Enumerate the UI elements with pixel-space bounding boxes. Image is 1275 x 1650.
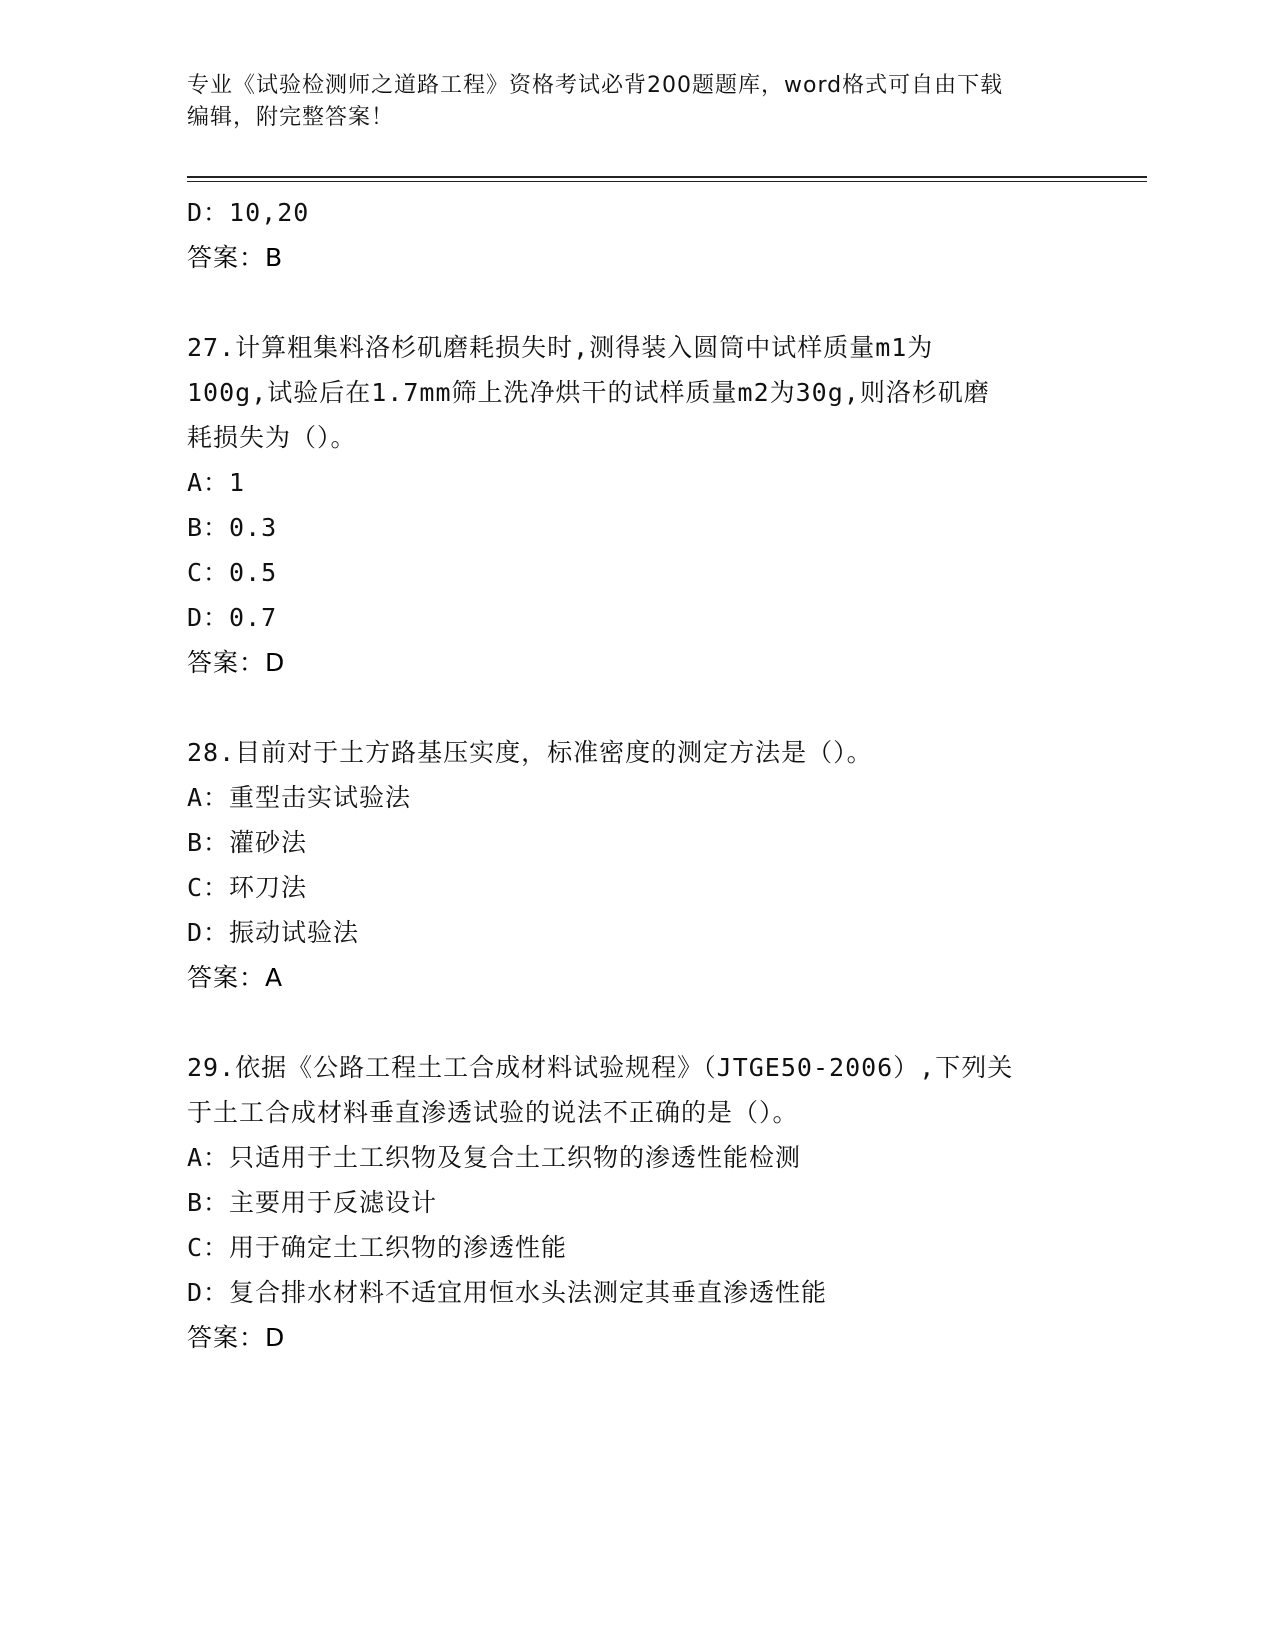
question-stem-line: 28.目前对于土方路基压实度，标准密度的测定方法是（）。 xyxy=(187,738,873,767)
question-content xyxy=(187,190,1087,1360)
header-divider xyxy=(187,176,1147,178)
answer-line: 答案：D xyxy=(187,648,286,677)
question-stem xyxy=(187,325,1067,460)
option-b: B：主要用于反滤设计 xyxy=(187,1188,438,1217)
question-stem-line: 27.计算粗集料洛杉矶磨耗损失时,测得装入圆筒中试样质量m1为 xyxy=(187,333,934,362)
answer-line: 答案：A xyxy=(187,963,284,992)
option-a: A：1 xyxy=(187,468,246,497)
question-stem-line: 100g,试验后在1.7mm筛上洗净烘干的试样质量m2为30g,则洛杉矶磨 xyxy=(187,378,990,407)
option-c: C：环刀法 xyxy=(187,873,308,902)
question-stem-line: 29.依据《公路工程土工合成材料试验规程》（JTGE50-2006）,下列关 xyxy=(187,1053,1014,1082)
question-27 xyxy=(187,325,1087,685)
spacer xyxy=(187,685,1087,730)
answer-line: 答案：B xyxy=(187,243,284,272)
answer-line: 答案：D xyxy=(187,1323,286,1352)
spacer xyxy=(187,1000,1087,1045)
option-d: D：复合排水材料不适宜用恒水头法测定其垂直渗透性能 xyxy=(187,1278,828,1307)
question-stem xyxy=(187,730,1067,775)
option-c: C：0.5 xyxy=(187,558,278,587)
option-d: D：振动试验法 xyxy=(187,918,360,947)
option-a: A：只适用于土工织物及复合土工织物的渗透性能检测 xyxy=(187,1143,802,1172)
spacer xyxy=(187,280,1087,325)
question-28 xyxy=(187,730,1087,1000)
option-d: D：0.7 xyxy=(187,603,278,632)
header-title-line-2: 编辑，附完整答案！ xyxy=(187,105,395,130)
option-b: B：灌砂法 xyxy=(187,828,308,857)
document-header xyxy=(187,70,1087,134)
option-b: B：0.3 xyxy=(187,513,278,542)
header-title-line-1: 专业《试验检测师之道路工程》资格考试必背200题题库，word格式可自由下载 xyxy=(187,73,1004,98)
question-29 xyxy=(187,1045,1087,1360)
question-stem xyxy=(187,1045,1067,1135)
previous-question-tail xyxy=(187,190,1087,280)
option-d: D：10,20 xyxy=(187,198,310,227)
option-a: A：重型击实试验法 xyxy=(187,783,412,812)
header-divider-thin xyxy=(187,181,1147,182)
option-c: C：用于确定土工织物的渗透性能 xyxy=(187,1233,568,1262)
question-stem-line: 耗损失为（）。 xyxy=(187,423,357,452)
question-stem-line: 于土工合成材料垂直渗透试验的说法不正确的是（）。 xyxy=(187,1098,799,1127)
